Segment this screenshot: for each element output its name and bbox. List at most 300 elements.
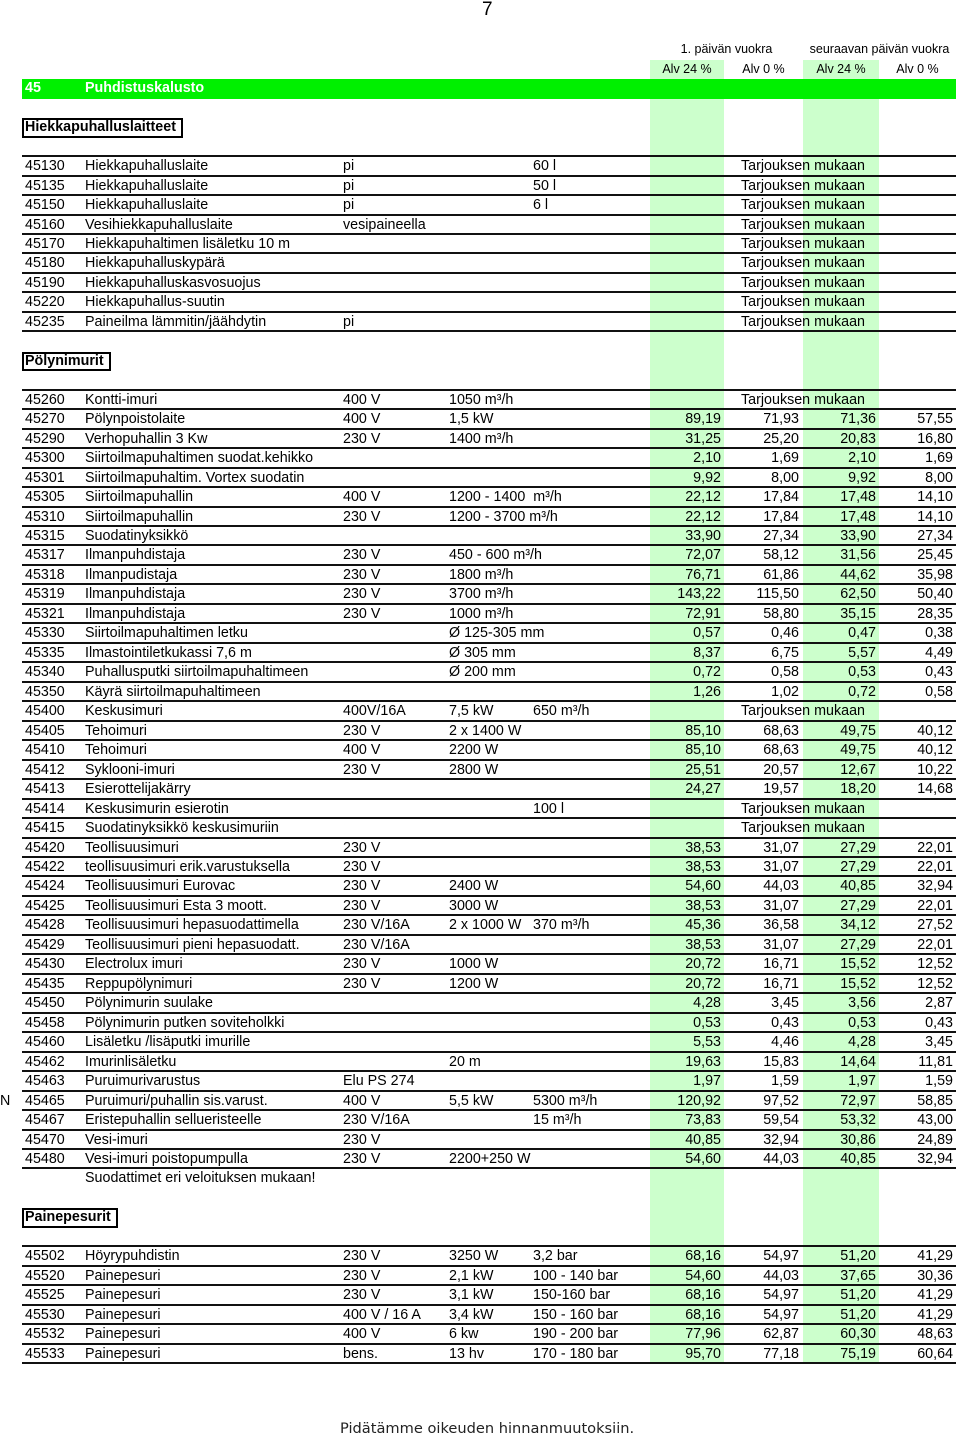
- price-day1-alv24: 72,91: [685, 605, 721, 622]
- table-row: [22, 1033, 956, 1052]
- price-day1-alv0: 6,75: [771, 644, 799, 661]
- technical-spec: 3,2 bar: [533, 1248, 578, 1265]
- price-list-table: [0, 40, 956, 1364]
- price-next-alv0: 0,38: [925, 625, 953, 642]
- product-name: Imurinlisäletku: [85, 1053, 177, 1070]
- price-day1-alv0: 8,00: [771, 469, 799, 486]
- table-row: [22, 254, 956, 273]
- table-row: [22, 761, 956, 780]
- price-day1-alv0: 97,52: [763, 1092, 799, 1109]
- category-bar: [22, 79, 956, 98]
- product-name: Suodatinyksikkö keskusimuriin: [85, 820, 279, 837]
- price-day1-alv24: 73,83: [685, 1112, 721, 1129]
- price-day1-alv24: 89,19: [685, 411, 721, 428]
- table-row: [22, 1286, 956, 1305]
- section-footnote: Suodattimet eri veloituksen mukaan!: [85, 1170, 316, 1187]
- price-day1-alv0: 31,07: [763, 936, 799, 953]
- table-row: [22, 1150, 956, 1169]
- product-name: Pölynimurin putken soviteholkki: [85, 1014, 285, 1031]
- price-on-request: Tarjouksen mukaan: [741, 391, 865, 408]
- technical-spec: Ø 200 mm: [449, 664, 516, 681]
- technical-spec: 230 V: [343, 897, 381, 914]
- price-next-alv24: 0,53: [848, 1014, 876, 1031]
- technical-spec: 2,1 kW: [449, 1267, 494, 1284]
- product-code: 45458: [25, 1014, 65, 1031]
- price-day1-alv24: 25,51: [685, 761, 721, 778]
- table-row: [22, 274, 956, 293]
- price-next-alv0: 22,01: [917, 897, 953, 914]
- spacer-row: [22, 1228, 956, 1247]
- first-day-rent-header: 1. päivän vuokra: [680, 42, 773, 57]
- product-name: Puruimurivarustus: [85, 1073, 201, 1090]
- section-title: Hiekkapuhalluslaitteet: [22, 118, 183, 137]
- technical-spec: 370 m³/h: [533, 917, 590, 934]
- product-code: 45340: [25, 664, 65, 681]
- product-code: 45450: [25, 995, 65, 1012]
- price-next-alv24: 20,83: [840, 430, 876, 447]
- price-next-alv24: 9,92: [848, 469, 876, 486]
- price-day1-alv0: 19,57: [763, 781, 799, 798]
- price-next-alv24: 49,75: [840, 722, 876, 739]
- product-name: Ilmanpuhdistaja: [85, 586, 186, 603]
- table-row: [22, 702, 956, 721]
- product-name: Pölynpoistolaite: [85, 411, 186, 428]
- price-day1-alv0: 0,43: [771, 1014, 799, 1031]
- price-next-alv24: 44,62: [840, 566, 876, 583]
- product-name: Hiekkapuhalluskasvosuojus: [85, 274, 261, 291]
- table-row: [22, 975, 956, 994]
- price-day1-alv0: 62,87: [763, 1326, 799, 1343]
- price-next-alv0: 8,00: [925, 469, 953, 486]
- price-day1-alv0: 44,03: [763, 878, 799, 895]
- product-code: 45414: [25, 800, 65, 817]
- technical-spec: 230 V: [343, 761, 381, 778]
- price-day1-alv24: 40,85: [685, 1131, 721, 1148]
- price-day1-alv24: 2,10: [693, 450, 721, 467]
- product-code: 45520: [25, 1267, 65, 1284]
- price-next-alv24: 1,97: [848, 1073, 876, 1090]
- price-day1-alv24: 45,36: [685, 917, 721, 934]
- price-day1-alv24: 54,60: [685, 1151, 721, 1168]
- price-on-request: Tarjouksen mukaan: [741, 216, 865, 233]
- price-day1-alv24: 77,96: [685, 1326, 721, 1343]
- price-day1-alv0: 1,59: [771, 1073, 799, 1090]
- price-next-alv24: 30,86: [840, 1131, 876, 1148]
- technical-spec: 400 V: [343, 1092, 381, 1109]
- product-name: Siirtoilmapuhaltim. Vortex suodatin: [85, 469, 305, 486]
- technical-spec: 230 V: [343, 586, 381, 603]
- price-day1-alv0: 16,71: [763, 975, 799, 992]
- technical-spec: 230 V: [343, 878, 381, 895]
- price-next-alv0: 25,45: [917, 547, 953, 564]
- price-day1-alv0: 77,18: [763, 1345, 799, 1362]
- technical-spec: 230 V: [343, 1248, 381, 1265]
- price-day1-alv24: 85,10: [685, 742, 721, 759]
- price-day1-alv0: 59,54: [763, 1112, 799, 1129]
- price-next-alv0: 28,35: [917, 605, 953, 622]
- product-name: Kontti-imuri: [85, 391, 158, 408]
- product-code: 45530: [25, 1306, 65, 1323]
- price-next-alv0: 14,10: [917, 508, 953, 525]
- table-row: [22, 1325, 956, 1344]
- technical-spec: 7,5 kW: [449, 703, 494, 720]
- technical-spec: 3250 W: [449, 1248, 499, 1265]
- product-name: Eristepuhallin sellueristeelle: [85, 1112, 262, 1129]
- technical-spec: 6 kw: [449, 1326, 479, 1343]
- price-next-alv0: 1,69: [925, 450, 953, 467]
- price-day1-alv0: 0,46: [771, 625, 799, 642]
- price-next-alv24: 60,30: [840, 1326, 876, 1343]
- table-row: [22, 1267, 956, 1286]
- product-code: 45150: [25, 197, 65, 214]
- product-code: 45235: [25, 313, 65, 330]
- price-next-alv0: 12,52: [917, 975, 953, 992]
- technical-spec: 100 - 140 bar: [533, 1267, 619, 1284]
- product-name: Teollisuusimuri Esta 3 moott.: [85, 897, 267, 914]
- price-day1-alv0: 32,94: [763, 1131, 799, 1148]
- product-code: 45301: [25, 469, 65, 486]
- price-day1-alv24: 19,63: [685, 1053, 721, 1070]
- table-row: [22, 1345, 956, 1364]
- product-code: 45467: [25, 1112, 65, 1129]
- price-next-alv24: 5,57: [848, 644, 876, 661]
- price-next-alv24: 31,56: [840, 547, 876, 564]
- price-next-alv24: 71,36: [840, 411, 876, 428]
- price-on-request: Tarjouksen mukaan: [741, 177, 865, 194]
- table-row: [22, 1247, 956, 1266]
- table-row: [22, 1072, 956, 1091]
- product-name: Ilmanpudistaja: [85, 566, 178, 583]
- technical-spec: 5300 m³/h: [533, 1092, 598, 1109]
- technical-spec: 1800 m³/h: [449, 566, 514, 583]
- product-name: Keskusimuri: [85, 703, 163, 720]
- spacer-row: [22, 99, 956, 118]
- product-name: Höyrypuhdistin: [85, 1248, 180, 1265]
- price-next-alv24: 14,64: [840, 1053, 876, 1070]
- technical-spec: 230 V: [343, 839, 381, 856]
- price-next-alv24: 75,19: [840, 1345, 876, 1362]
- technical-spec: 190 - 200 bar: [533, 1326, 619, 1343]
- price-next-alv0: 58,85: [917, 1092, 953, 1109]
- product-code: 45480: [25, 1151, 65, 1168]
- section-title: Pölynimurit: [22, 352, 111, 371]
- price-day1-alv0: 0,58: [771, 664, 799, 681]
- product-code: 45413: [25, 781, 65, 798]
- product-name: Käyrä siirtoilmapuhaltimeen: [85, 683, 261, 700]
- technical-spec: 230 V: [343, 1287, 381, 1304]
- price-day1-alv0: 54,97: [763, 1248, 799, 1265]
- product-code: 45310: [25, 508, 65, 525]
- spacer-row: [22, 138, 956, 157]
- price-next-alv24: 72,97: [840, 1092, 876, 1109]
- price-day1-alv24: 4,28: [693, 995, 721, 1012]
- price-next-alv24: 51,20: [840, 1306, 876, 1323]
- technical-spec: 60 l: [533, 158, 557, 175]
- price-day1-alv0: 61,86: [763, 566, 799, 583]
- section-header-row: [22, 118, 956, 137]
- price-next-alv0: 40,12: [917, 722, 953, 739]
- next-day-rent-header: seuraavan päivän vuokra: [809, 42, 950, 57]
- product-code: 45415: [25, 820, 65, 837]
- price-next-alv0: 41,29: [917, 1287, 953, 1304]
- row-marker: N: [0, 1092, 11, 1109]
- price-next-alv24: 17,48: [840, 508, 876, 525]
- product-name: Paineilma lämmitin/jäähdytin: [85, 313, 267, 330]
- price-day1-alv24: 20,72: [685, 975, 721, 992]
- price-day1-alv0: 68,63: [763, 742, 799, 759]
- price-next-alv0: 0,43: [925, 664, 953, 681]
- technical-spec: 150 - 160 bar: [533, 1306, 619, 1323]
- technical-spec: 5,5 kW: [449, 1092, 494, 1109]
- price-next-alv0: 0,43: [925, 1014, 953, 1031]
- footnote-row: [22, 1169, 956, 1188]
- table-row: [22, 605, 956, 624]
- product-code: 45317: [25, 547, 65, 564]
- price-day1-alv0: 15,83: [763, 1053, 799, 1070]
- technical-spec: 150-160 bar: [533, 1287, 611, 1304]
- spacer-row: [22, 1189, 956, 1208]
- price-day1-alv0: 44,03: [763, 1267, 799, 1284]
- table-row: [22, 683, 956, 702]
- price-day1-alv24: 54,60: [685, 878, 721, 895]
- product-name: Teollisuusimuri hepasuodattimella: [85, 917, 299, 934]
- product-name: Lisäletku /lisäputki imurille: [85, 1034, 251, 1051]
- vat-label: Alv 24 %: [662, 61, 712, 76]
- price-day1-alv0: 31,07: [763, 858, 799, 875]
- price-next-alv0: 22,01: [917, 936, 953, 953]
- price-next-alv0: 48,63: [917, 1326, 953, 1343]
- price-next-alv0: 12,52: [917, 956, 953, 973]
- product-code: 45412: [25, 761, 65, 778]
- category-name: Puhdistuskalusto: [85, 80, 205, 97]
- price-next-alv24: 40,85: [840, 1151, 876, 1168]
- section-header-row: [22, 1208, 956, 1227]
- product-name: Teollisuusimuri Eurovac: [85, 878, 236, 895]
- table-row: [22, 391, 956, 410]
- product-code: 45533: [25, 1345, 65, 1362]
- price-day1-alv24: 22,12: [685, 508, 721, 525]
- table-row: [22, 508, 956, 527]
- price-next-alv0: 16,80: [917, 430, 953, 447]
- product-code: 45465: [25, 1092, 65, 1109]
- spacer-row: [22, 371, 956, 390]
- price-next-alv24: 0,53: [848, 664, 876, 681]
- price-day1-alv0: 71,93: [763, 411, 799, 428]
- technical-spec: 230 V: [343, 1131, 381, 1148]
- price-next-alv24: 33,90: [840, 528, 876, 545]
- table-row: [22, 430, 956, 449]
- table-row: [22, 293, 956, 312]
- price-day1-alv24: 20,72: [685, 956, 721, 973]
- price-next-alv24: 27,29: [840, 839, 876, 856]
- price-on-request: Tarjouksen mukaan: [741, 820, 865, 837]
- price-day1-alv24: 68,16: [685, 1248, 721, 1265]
- product-code: 45400: [25, 703, 65, 720]
- price-day1-alv0: 3,45: [771, 995, 799, 1012]
- product-name: Reppupölynimuri: [85, 975, 193, 992]
- table-row: [22, 177, 956, 196]
- price-next-alv24: 27,29: [840, 936, 876, 953]
- price-next-alv24: 51,20: [840, 1248, 876, 1265]
- product-name: Teollisuusimuri pieni hepasuodatt.: [85, 936, 300, 953]
- product-code: 45430: [25, 956, 65, 973]
- table-row: [22, 624, 956, 643]
- price-on-request: Tarjouksen mukaan: [741, 274, 865, 291]
- table-row: [22, 196, 956, 215]
- price-day1-alv24: 95,70: [685, 1345, 721, 1362]
- table-row: [22, 410, 956, 429]
- price-next-alv0: 32,94: [917, 1151, 953, 1168]
- technical-spec: 400 V: [343, 411, 381, 428]
- price-on-request: Tarjouksen mukaan: [741, 158, 865, 175]
- price-day1-alv24: 68,16: [685, 1306, 721, 1323]
- product-name: Ilmastointiletkukassi 7,6 m: [85, 644, 252, 661]
- product-name: Hiekkapuhalluslaite: [85, 158, 209, 175]
- product-code: 45424: [25, 878, 65, 895]
- price-next-alv24: 2,10: [848, 450, 876, 467]
- price-on-request: Tarjouksen mukaan: [741, 255, 865, 272]
- table-row: [22, 819, 956, 838]
- price-on-request: Tarjouksen mukaan: [741, 294, 865, 311]
- product-code: 45525: [25, 1287, 65, 1304]
- vat-label: Alv 0 %: [896, 61, 939, 76]
- price-next-alv0: 0,58: [925, 683, 953, 700]
- category-code: 45: [25, 80, 41, 97]
- product-code: 45270: [25, 411, 65, 428]
- price-next-alv24: 15,52: [840, 956, 876, 973]
- product-name: Painepesuri: [85, 1345, 161, 1362]
- product-code: 45470: [25, 1131, 65, 1148]
- product-name: Puhallusputki siirtoilmapuhaltimeen: [85, 664, 309, 681]
- price-day1-alv0: 17,84: [763, 489, 799, 506]
- price-next-alv0: 41,29: [917, 1248, 953, 1265]
- technical-spec: 170 - 180 bar: [533, 1345, 619, 1362]
- technical-spec: 2200 W: [449, 742, 499, 759]
- price-next-alv24: 12,67: [840, 761, 876, 778]
- table-row: [22, 663, 956, 682]
- technical-spec: 230 V/16A: [343, 917, 410, 934]
- price-day1-alv24: 9,92: [693, 469, 721, 486]
- table-row: [22, 157, 956, 176]
- product-code: 45190: [25, 274, 65, 291]
- price-next-alv0: 35,98: [917, 566, 953, 583]
- price-day1-alv24: 76,71: [685, 566, 721, 583]
- product-name: Keskusimurin esierotin: [85, 800, 229, 817]
- product-name: Syklooni-imuri: [85, 761, 175, 778]
- table-row: [22, 877, 956, 896]
- technical-spec: 230 V/16A: [343, 936, 410, 953]
- product-code: 45462: [25, 1053, 65, 1070]
- table-row: [22, 1053, 956, 1072]
- technical-spec: 230 V: [343, 566, 381, 583]
- technical-spec: pi: [343, 197, 355, 214]
- price-day1-alv24: 24,27: [685, 781, 721, 798]
- price-on-request: Tarjouksen mukaan: [741, 197, 865, 214]
- price-next-alv24: 27,29: [840, 897, 876, 914]
- technical-spec: vesipaineella: [343, 216, 426, 233]
- table-row: [22, 644, 956, 663]
- table-row: [22, 585, 956, 604]
- technical-spec: 100 l: [533, 800, 565, 817]
- price-next-alv24: 40,85: [840, 878, 876, 895]
- price-day1-alv0: 27,34: [763, 528, 799, 545]
- table-row: [22, 1306, 956, 1325]
- technical-spec: 2 x 1000 W: [449, 917, 522, 934]
- product-code: 45502: [25, 1248, 65, 1265]
- product-name: Hiekkapuhalluskypärä: [85, 255, 225, 272]
- price-next-alv0: 40,12: [917, 742, 953, 759]
- price-next-alv24: 49,75: [840, 742, 876, 759]
- technical-spec: 2 x 1400 W: [449, 722, 522, 739]
- price-next-alv0: 27,34: [917, 528, 953, 545]
- table-row: [22, 469, 956, 488]
- rental-period-header-row: [22, 40, 956, 59]
- price-day1-alv24: 1,26: [693, 683, 721, 700]
- price-next-alv0: 57,55: [917, 411, 953, 428]
- table-row: [22, 488, 956, 507]
- price-day1-alv0: 54,97: [763, 1306, 799, 1323]
- table-row: [0, 1092, 956, 1111]
- price-next-alv24: 0,72: [848, 683, 876, 700]
- price-next-alv0: 22,01: [917, 839, 953, 856]
- price-day1-alv24: 38,53: [685, 839, 721, 856]
- price-day1-alv0: 44,03: [763, 1151, 799, 1168]
- technical-spec: 230 V: [343, 858, 381, 875]
- technical-spec: 230 V: [343, 1151, 381, 1168]
- price-next-alv0: 22,01: [917, 858, 953, 875]
- price-day1-alv24: 85,10: [685, 722, 721, 739]
- product-sections: [0, 99, 956, 1364]
- price-next-alv0: 1,59: [925, 1073, 953, 1090]
- product-name: Siirtoilmapuhaltimen suodat.kehikko: [85, 450, 314, 467]
- price-day1-alv24: 38,53: [685, 897, 721, 914]
- technical-spec: 1000 W: [449, 956, 499, 973]
- technical-spec: 400V/16A: [343, 703, 406, 720]
- price-on-request: Tarjouksen mukaan: [741, 703, 865, 720]
- product-code: 45330: [25, 625, 65, 642]
- technical-spec: 2800 W: [449, 761, 499, 778]
- price-day1-alv24: 143,22: [677, 586, 721, 603]
- technical-spec: 230 V: [343, 975, 381, 992]
- product-name: Tehoimuri: [85, 742, 147, 759]
- price-next-alv24: 27,29: [840, 858, 876, 875]
- technical-spec: 400 V: [343, 391, 381, 408]
- product-code: 45335: [25, 644, 65, 661]
- technical-spec: 230 V: [343, 605, 381, 622]
- table-row: [22, 1014, 956, 1033]
- table-row: [22, 916, 956, 935]
- vat-header-row: [22, 60, 956, 79]
- product-name: Ilmanpuhdistaja: [85, 547, 186, 564]
- price-day1-alv0: 58,80: [763, 605, 799, 622]
- product-name: teollisuusimuri erik.varustuksella: [85, 858, 290, 875]
- technical-spec: 15 m³/h: [533, 1112, 582, 1129]
- price-next-alv0: 2,87: [925, 995, 953, 1012]
- price-next-alv0: 4,49: [925, 644, 953, 661]
- technical-spec: 400 V: [343, 489, 381, 506]
- technical-spec: 6 l: [533, 197, 549, 214]
- product-code: 45460: [25, 1034, 65, 1051]
- product-code: 45130: [25, 158, 65, 175]
- product-code: 45319: [25, 586, 65, 603]
- price-day1-alv0: 115,50: [756, 586, 799, 603]
- table-row: [22, 449, 956, 468]
- technical-spec: 1050 m³/h: [449, 391, 514, 408]
- technical-spec: 230 V: [343, 430, 381, 447]
- price-day1-alv0: 20,57: [763, 761, 799, 778]
- technical-spec: Ø 125-305 mm: [449, 625, 545, 642]
- price-next-alv0: 27,52: [917, 917, 953, 934]
